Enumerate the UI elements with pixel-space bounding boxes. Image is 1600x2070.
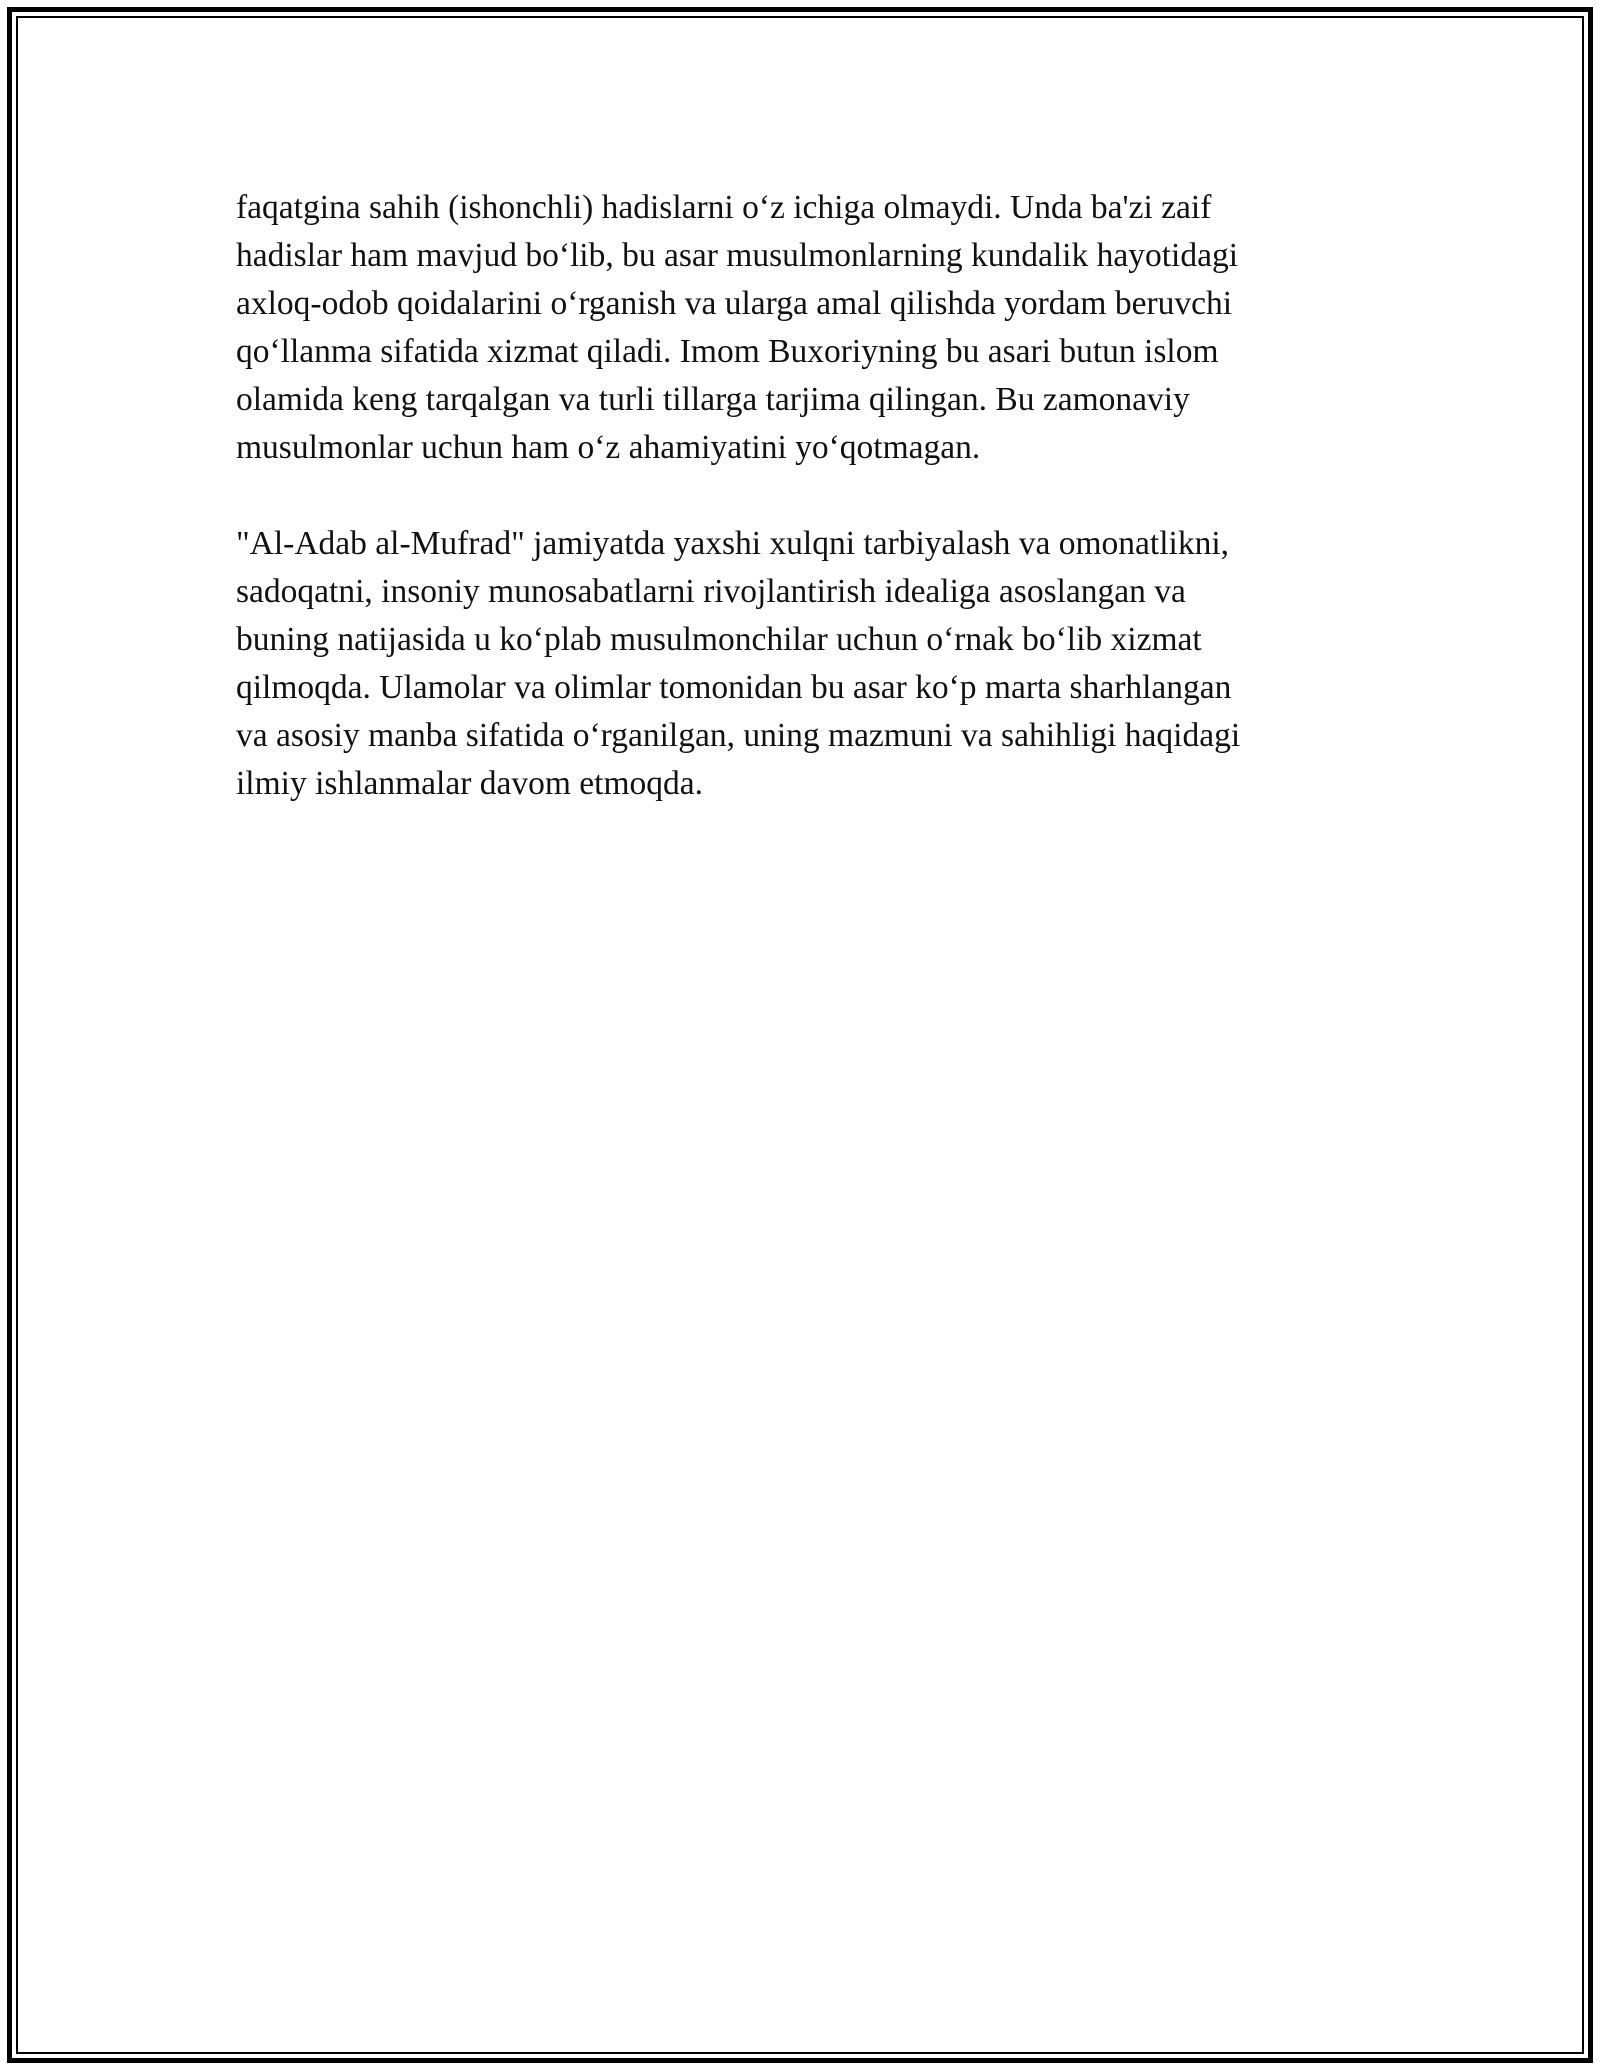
paragraph-2 xyxy=(236,520,1366,808)
text-line: va asosiy manba sifatida o‘rganilgan, uning mazmuni va sahihligi haqidagi xyxy=(236,717,1241,754)
text-line: olamida keng tarqalgan va turli tillarga tarjima qilingan. Bu zamonaviy xyxy=(236,381,1190,418)
text-line: buning natijasida u ko‘plab musulmonchilar uchun o‘rnak bo‘lib xizmat xyxy=(236,621,1202,658)
text-line: qilmoqda. Ulamolar va olimlar tomonidan bu asar ko‘p marta sharhlangan xyxy=(236,669,1232,706)
text-line: faqatgina sahih (ishonchli) hadislarni o‘z ichiga olmaydi. Unda ba'zi zaif xyxy=(236,189,1212,226)
text-line: axloq-odob qoidalarini o‘rganish va ularga amal qilishda yordam beruvchi xyxy=(236,285,1233,322)
text-line: ilmiy ishlanmalar davom etmoqda. xyxy=(236,765,704,802)
text-line: qo‘llanma sifatida xizmat qiladi. Imom Buxoriyning bu asari butun islom xyxy=(236,333,1219,370)
document-body xyxy=(236,184,1366,856)
text-line: hadislar ham mavjud bo‘lib, bu asar musulmonlarning kundalik hayotidagi xyxy=(236,237,1239,274)
text-line: "Al-Adab al-Mufrad" jamiyatda yaxshi xulqni tarbiyalash va omonatlikni, xyxy=(236,525,1230,562)
text-line: sadoqatni, insoniy munosabatlarni rivojlantirish idealiga asoslangan va xyxy=(236,573,1186,610)
paragraph-1 xyxy=(236,184,1366,472)
text-line: musulmonlar uchun ham o‘z ahamiyatini yo‘qotmagan. xyxy=(236,429,981,466)
